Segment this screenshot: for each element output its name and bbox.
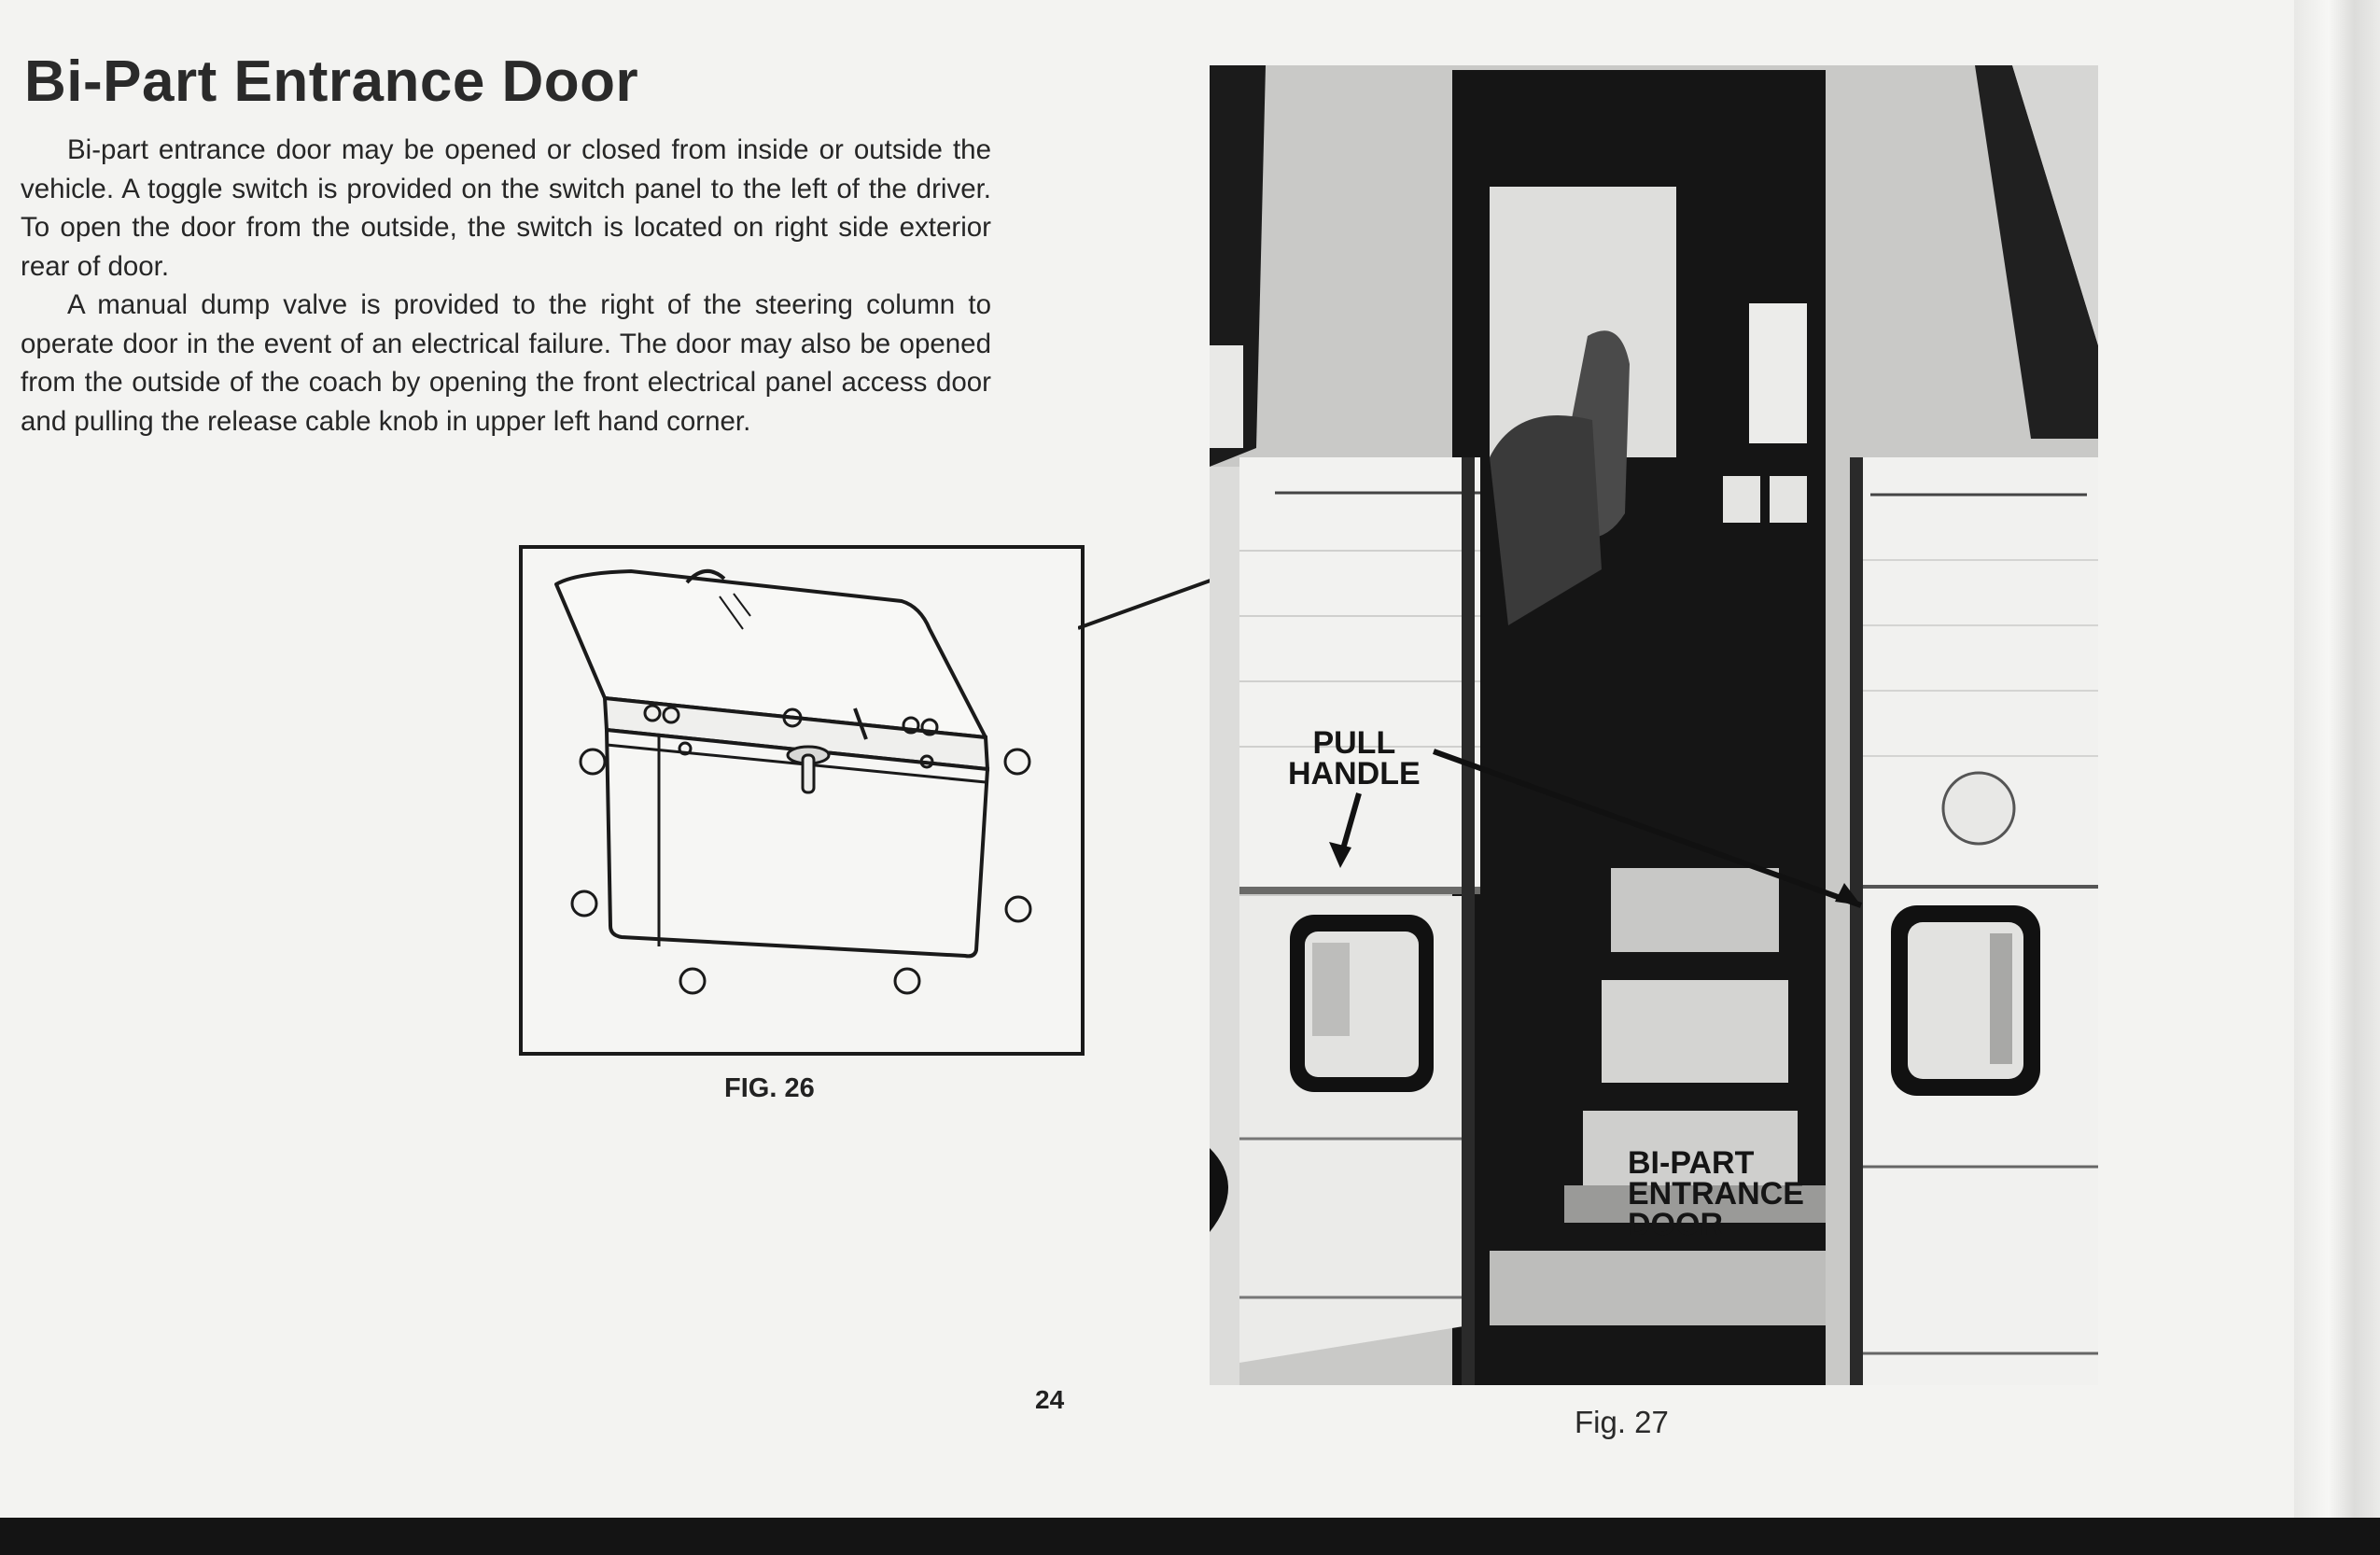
callout-pull-handle-line-1: PULL: [1312, 725, 1396, 761]
adjacent-page-edge: [2294, 0, 2380, 1518]
callout-door-line-3: DOOR: [1628, 1207, 1723, 1242]
page-number: 24: [1035, 1385, 1065, 1414]
callout-pull-handle-line-2: HANDLE: [1288, 756, 1421, 792]
paragraph-2: A manual dump valve is provided to the right of the steering column to operate door in the event of an electrical failure. The door may also be opened from the outside of the coach by opening the front electrical panel access door and pulling the release cable knob in upper left hand corner.: [21, 289, 991, 437]
fig-26-caption: FIG. 26: [724, 1073, 815, 1103]
callout-door-line-1: BI-PART: [1628, 1145, 1755, 1181]
callout-entrance-door: [1628, 1145, 1804, 1242]
leader-line: [1078, 574, 1218, 630]
body-text: [21, 131, 991, 441]
page-title: Bi-Part Entrance Door: [24, 49, 639, 114]
paragraph-1: Bi-part entrance door may be opened or closed from inside or outside the vehicle. A toggle switch is provided on the switch panel to the left of the driver. To open the door from the outside, the switch is located on right side exterior rear of door.: [21, 134, 991, 282]
switch-panel-illustration: [519, 545, 1085, 1056]
fig-27-caption: Fig. 27: [1575, 1405, 1669, 1439]
callout-pull-handle: [1288, 725, 1421, 792]
scan-bottom-band: [0, 1518, 2380, 1555]
callout-door-line-2: ENTRANCE: [1628, 1176, 1804, 1212]
